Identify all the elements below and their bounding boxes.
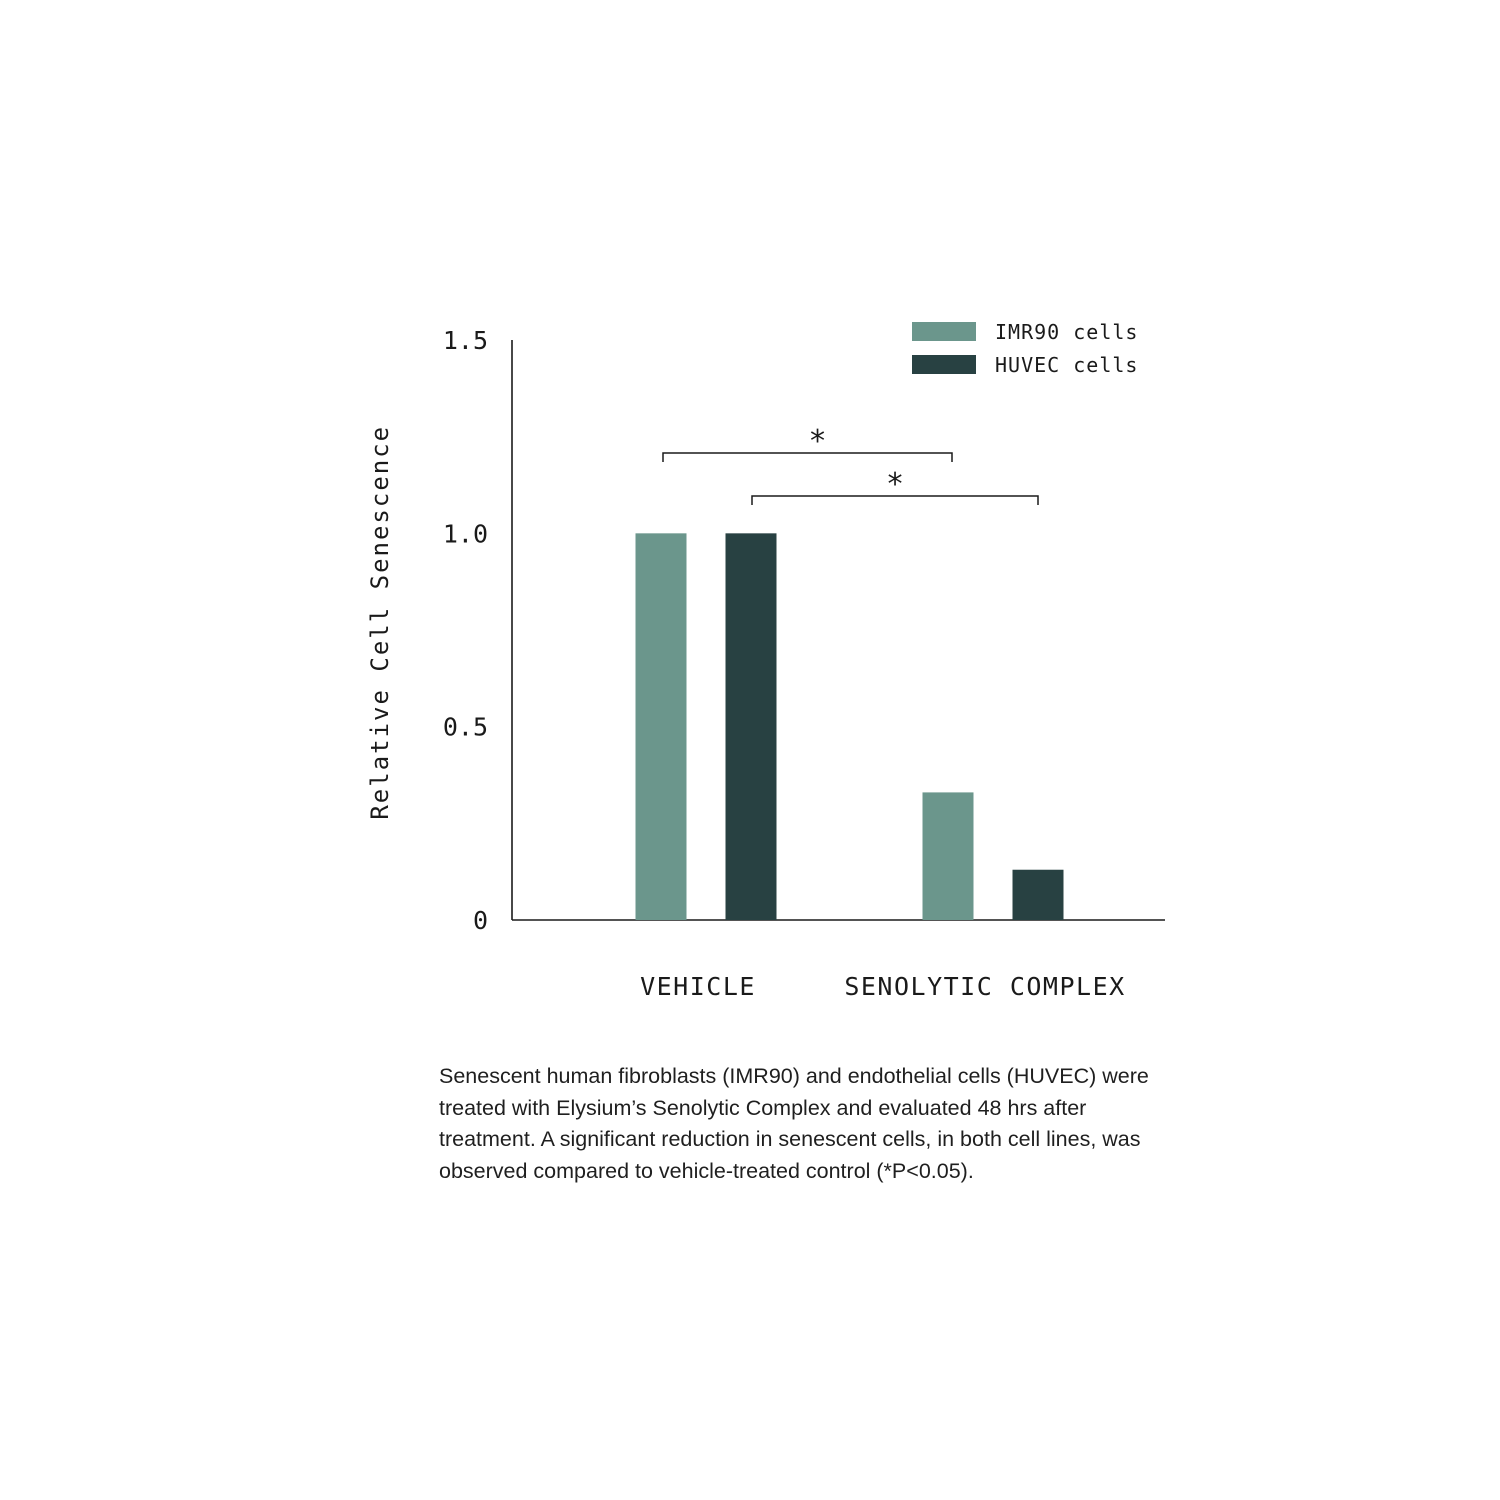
legend-label: IMR90 cells — [995, 320, 1139, 344]
legend-swatch — [912, 355, 976, 374]
chart-legend — [912, 320, 1138, 377]
figure-caption: Senescent human fibroblasts (IMR90) and endothelial cells (HUVEC) were treated with Elysium’s Senolytic Complex and evaluated 48 hrs after treatment. A significant reduction in senescent cells, in both cell lines, was observed compared to vehicle-treated control (*P<0.05). — [439, 1064, 1149, 1183]
y-tick-label: 1.0 — [442, 519, 488, 549]
chart-bars — [636, 533, 1064, 920]
bar — [726, 533, 777, 920]
chart-axes — [512, 340, 1165, 920]
y-axis-title: Relative Cell Senescence — [366, 424, 394, 820]
significance-brackets — [663, 424, 1038, 505]
significance-marker: * — [808, 424, 827, 459]
y-tick-label: 1.5 — [442, 326, 488, 355]
bar — [636, 533, 687, 920]
x-category-label: VEHICLE — [640, 972, 756, 1001]
y-tick-label: 0 — [472, 906, 488, 935]
y-tick-label: 0.5 — [442, 712, 488, 742]
x-category-label: SENOLYTIC COMPLEX — [844, 972, 1126, 1001]
bar — [1013, 870, 1064, 920]
legend-label: HUVEC cells — [995, 353, 1139, 377]
significance-marker: * — [885, 467, 905, 502]
bar — [923, 792, 974, 920]
legend-swatch — [912, 322, 976, 341]
